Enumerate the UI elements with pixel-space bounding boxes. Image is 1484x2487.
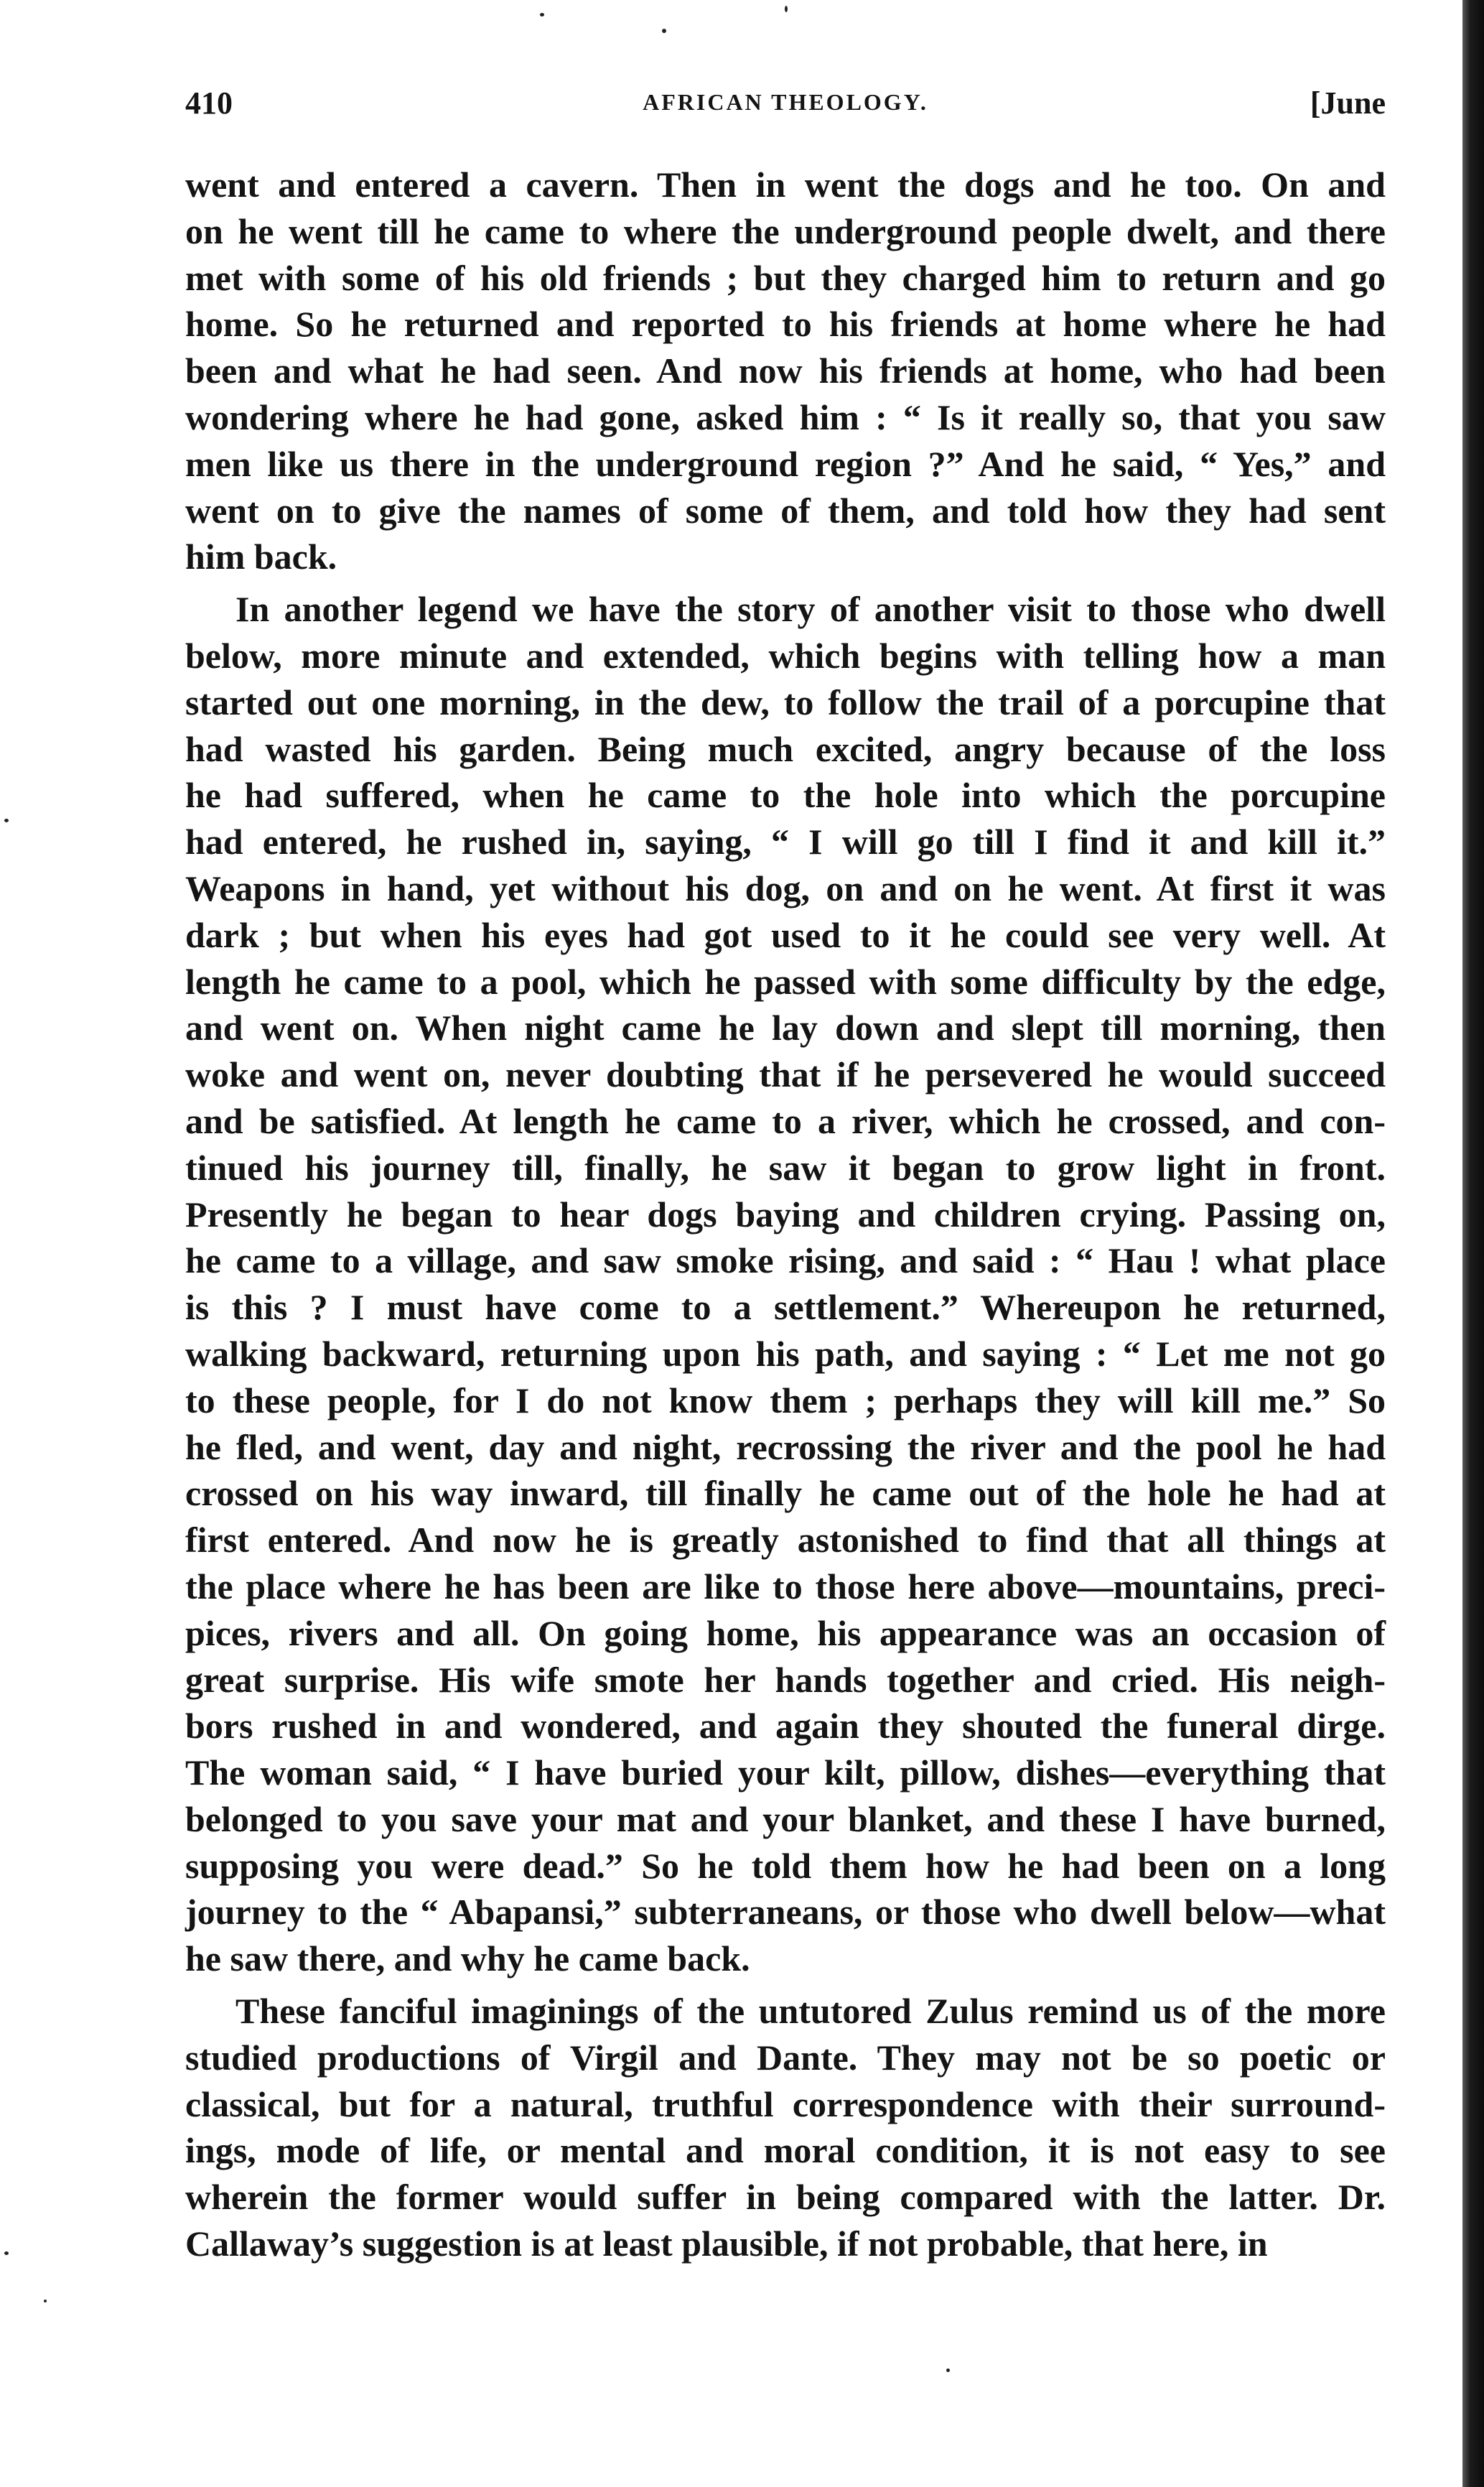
text-line: supposing you were dead.” So he told them how he had been on a long: [185, 1845, 1386, 1886]
text-line: to these people, for I do not know them ; perhaps they will kill me.” So: [185, 1380, 1386, 1421]
text-line: on he went till he came to where the underground people dwelt, and there: [185, 210, 1386, 251]
paragraph-gap: [185, 580, 1386, 586]
text-line: studied productions of Virgil and Dante. They may not be so poetic or: [185, 2037, 1386, 2078]
scan-speck: [946, 2369, 950, 2372]
text-line: In another legend we have the story of another visit to those who dwell: [235, 589, 1386, 630]
text-line: wondering where he had gone, asked him : “ Is it really so, that you saw: [185, 396, 1386, 437]
paragraph-gap: [185, 1982, 1386, 1988]
page-number: 410: [185, 85, 233, 121]
text-line: is this ? I must have come to a settlement.” Whereupon he returned,: [185, 1287, 1386, 1328]
text-line: Weapons in hand, yet without his dog, on and on he went. At first it was: [185, 868, 1386, 908]
text-line: These fanciful imaginings of the untutored Zulus remind us of the more: [235, 1991, 1386, 2032]
text-line: dark ; but when his eyes had got used to it he could see very well. At: [185, 914, 1386, 955]
scan-speck: [662, 29, 666, 33]
text-line: been and what he had seen. And now his friends at home, who had been: [185, 350, 1386, 391]
running-title: AFRICAN THEOLOGY.: [643, 89, 928, 115]
text-line: wherein the former would suffer in being compared with the latter. Dr.: [185, 2177, 1386, 2218]
text-line: went and entered a cavern. Then in went the dogs and he too. On and: [185, 164, 1386, 205]
text-line: journey to the “ Abapansi,” subterraneans, or those who dwell below—what: [185, 1892, 1386, 1933]
scan-speck: [4, 819, 9, 822]
scan-speck: [44, 2300, 47, 2302]
paragraph: [185, 586, 1386, 1982]
running-head: [185, 85, 1386, 135]
text-line: classical, but for a natural, truthful correspondence with their surround-: [185, 2083, 1386, 2124]
paragraph: [185, 1988, 1386, 2267]
text-line: length he came to a pool, which he passed with some difficulty by the edge,: [185, 961, 1386, 1002]
text-line: crossed on his way inward, till finally he came out of the hole he had at: [185, 1473, 1386, 1514]
text-line: he fled, and went, day and night, recrossing the river and the pool he had: [185, 1426, 1386, 1467]
text-line: had entered, he rushed in, saying, “ I will go till I find it and kill it.”: [185, 822, 1386, 863]
text-line: first entered. And now he is greatly astonished to find that all things at: [185, 1520, 1386, 1561]
text-line: pices, rivers and all. On going home, his appearance was an occasion of: [185, 1612, 1386, 1653]
text-line: The woman said, “ I have buried your kilt, pillow, dishes—everything that: [185, 1752, 1386, 1793]
text-line: he came to a village, and saw smoke rising, and said : “ Hau ! what place: [185, 1240, 1386, 1281]
text-line: started out one morning, in the dew, to follow the trail of a porcupine that: [185, 682, 1386, 722]
text-line: below, more minute and extended, which begins with telling how a man: [185, 635, 1386, 676]
scan-speck: [4, 2251, 9, 2255]
text-line: bors rushed in and wondered, and again they shouted the funeral dirge.: [185, 1706, 1386, 1747]
text-line: met with some of his old friends ; but they charged him to return and go: [185, 257, 1386, 298]
text-line: he had suffered, when he came to the hole into which the porcupine: [185, 775, 1386, 816]
text-line: he saw there, and why he came back.: [185, 1938, 750, 1979]
binding-edge: [1462, 0, 1484, 2487]
scan-speck: [785, 6, 788, 12]
text-line: had wasted his garden. Being much excited, angry because of the loss: [185, 728, 1386, 769]
text-line: went on to give the names of some of them, and told how they had sent: [185, 490, 1386, 531]
body-text: [185, 162, 1386, 2267]
text-line: and went on. When night came he lay down and slept till morning, then: [185, 1008, 1386, 1049]
text-line: the place where he has been are like to those here above—mountains, preci-: [185, 1566, 1386, 1607]
text-line: Presently he began to hear dogs baying and children crying. Passing on,: [185, 1194, 1386, 1235]
text-line: tinued his journey till, finally, he saw it began to grow light in front.: [185, 1147, 1386, 1188]
text-line: him back.: [185, 536, 337, 577]
text-line: home. So he returned and reported to his friends at home where he had: [185, 304, 1386, 345]
section-mark: [June: [1310, 85, 1386, 121]
text-line: ings, mode of life, or mental and moral condition, it is not easy to see: [185, 2130, 1386, 2171]
text-line: and be satisfied. At length he came to a river, which he crossed, and con-: [185, 1100, 1386, 1141]
text-line: men like us there in the underground region ?” And he said, “ Yes,” and: [185, 443, 1386, 484]
scan-speck: [540, 13, 544, 17]
text-line: great surprise. His wife smote her hands together and cried. His neigh-: [185, 1659, 1386, 1700]
text-line: walking backward, returning upon his path, and saying : “ Let me not go: [185, 1333, 1386, 1374]
text-line: Callaway’s suggestion is at least plausible, if not probable, that here, in: [185, 2223, 1268, 2264]
text-line: belonged to you save your mat and your blanket, and these I have burned,: [185, 1798, 1386, 1839]
text-line: woke and went on, never doubting that if he persevered he would succeed: [185, 1054, 1386, 1095]
paragraph: [185, 162, 1386, 580]
